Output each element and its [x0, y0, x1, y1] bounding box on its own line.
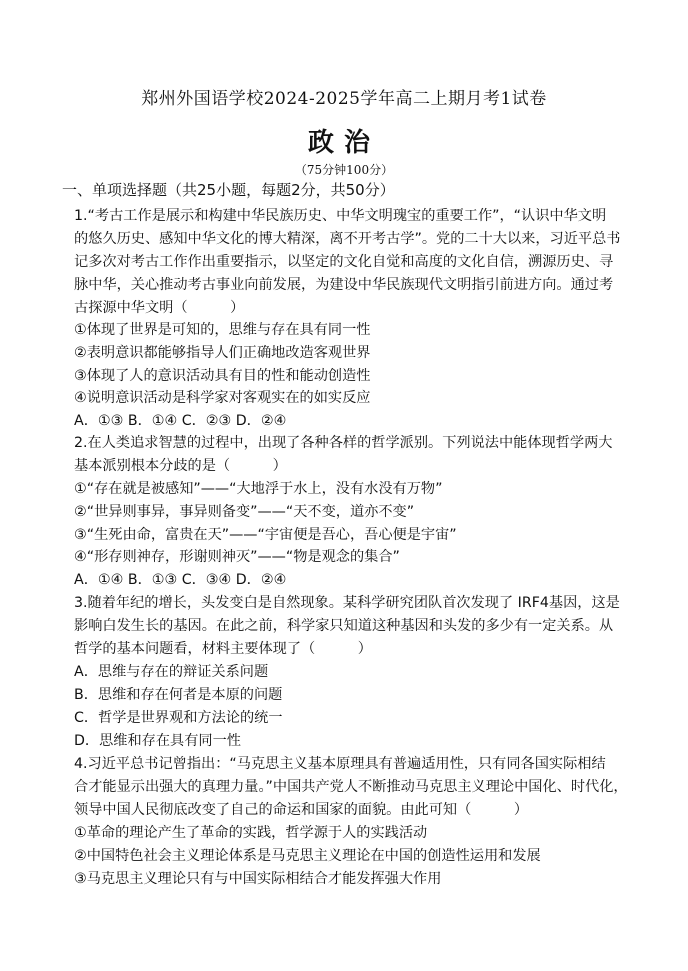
- subject-title: 政治: [307, 128, 380, 158]
- q2-statement: ③“生死由命，富贵在天”——“宇宙便是吾心，吾心便是宇宙”: [74, 527, 457, 543]
- q4-statement: ①革命的理论产生了革命的实践，哲学源于人的实践活动: [74, 825, 428, 841]
- exam-duration: （75分钟100分）: [294, 163, 394, 177]
- q1-statement: ②表明意识都能够指导人们正确地改造客观世界: [74, 345, 371, 361]
- q3-choice: C．哲学是世界观和方法论的统一: [74, 710, 283, 726]
- q2-stem-line: 2.在人类追求智慧的过程中，出现了各种各样的哲学派别。下列说法中能体现哲学两大: [74, 435, 613, 451]
- q3-stem-line: 哲学的基本问题看，材料主要体现了（ ）: [74, 641, 372, 657]
- q3-choice: B．思维和存在何者是本原的问题: [74, 687, 283, 703]
- q2-statement: ④“形存则神存，形谢则神灭”——“物是观念的集合”: [74, 549, 400, 565]
- q2-stem-line: 基本派别根本分歧的是（ ）: [74, 458, 287, 474]
- q1-stem-line: 记多次对考古工作作出重要指示，以坚定的文化自觉和高度的文化自信，溯源历史、寻: [74, 254, 614, 270]
- q3-stem-line: 3.随着年纪的增长，头发变白是自然现象。某科学研究团队首次发现了 IRF4基因，这是: [74, 595, 620, 611]
- q1-statement: ④说明意识活动是科学家对客观实在的如实反应: [74, 390, 371, 406]
- q3-stem-line: 影响白发生长的基因。在此之前，科学家只知道这种基因和头发的多少有一定关系。从: [74, 618, 614, 634]
- q4-stem-line: 合才能显示出强大的真理力量。”中国共产党人不断推动马克思主义理论中国化、时代化，: [74, 779, 628, 795]
- q3-choice: D．思维和存在具有同一性: [74, 733, 241, 749]
- exam-title: 郑州外国语学校2024-2025学年高二上期月考1试卷: [141, 89, 547, 109]
- q1-stem-line: 脉中华，关心推动考古事业向前发展，为建设中华民族现代文明指引前进方向。通过考: [74, 277, 614, 293]
- q2-options: A．①④ B．①③ C．③④ D．②④: [74, 572, 287, 588]
- q4-stem-line: 4.习近平总书记曾指出：“马克思主义基本原理具有普遍适用性，只有同各国实际相结: [74, 756, 606, 772]
- q2-statement: ①“存在就是被感知”——“大地浮于水上，没有水没有万物”: [74, 481, 443, 497]
- q1-statement: ③体现了人的意识活动具有目的性和能动创造性: [74, 368, 371, 384]
- q3-choice: A．思维与存在的辩证关系问题: [74, 664, 269, 680]
- q2-statement: ②“世异则事异，事异则备变”——“天不变，道亦不变”: [74, 504, 415, 520]
- q1-stem-line: 古探源中华文明（ ）: [74, 300, 245, 316]
- q4-statement: ②中国特色社会主义理论体系是马克思主义理论在中国的创造性运用和发展: [74, 848, 541, 864]
- q1-stem-line: 的悠久历史、感知中华文化的博大精深，离不开考古学”。党的二十大以来，习近平总书: [74, 231, 621, 247]
- q1-stem-line: 1.“考古工作是展示和构建中华民族历史、中华文明瑰宝的重要工作”，“认识中华文明: [74, 208, 607, 224]
- section-heading: 一、单项选择题（共25小题，每题2分，共50分）: [62, 181, 395, 199]
- q1-statement: ①体现了世界是可知的，思维与存在具有同一性: [74, 322, 371, 338]
- q4-stem-line: 领导中国人民彻底改变了自己的命运和国家的面貌。由此可知（ ）: [74, 802, 529, 818]
- q4-statement: ③马克思主义理论只有与中国实际相结合才能发挥强大作用: [74, 871, 442, 887]
- q1-options: A．①③ B．①④ C．②③ D．②④: [74, 413, 287, 429]
